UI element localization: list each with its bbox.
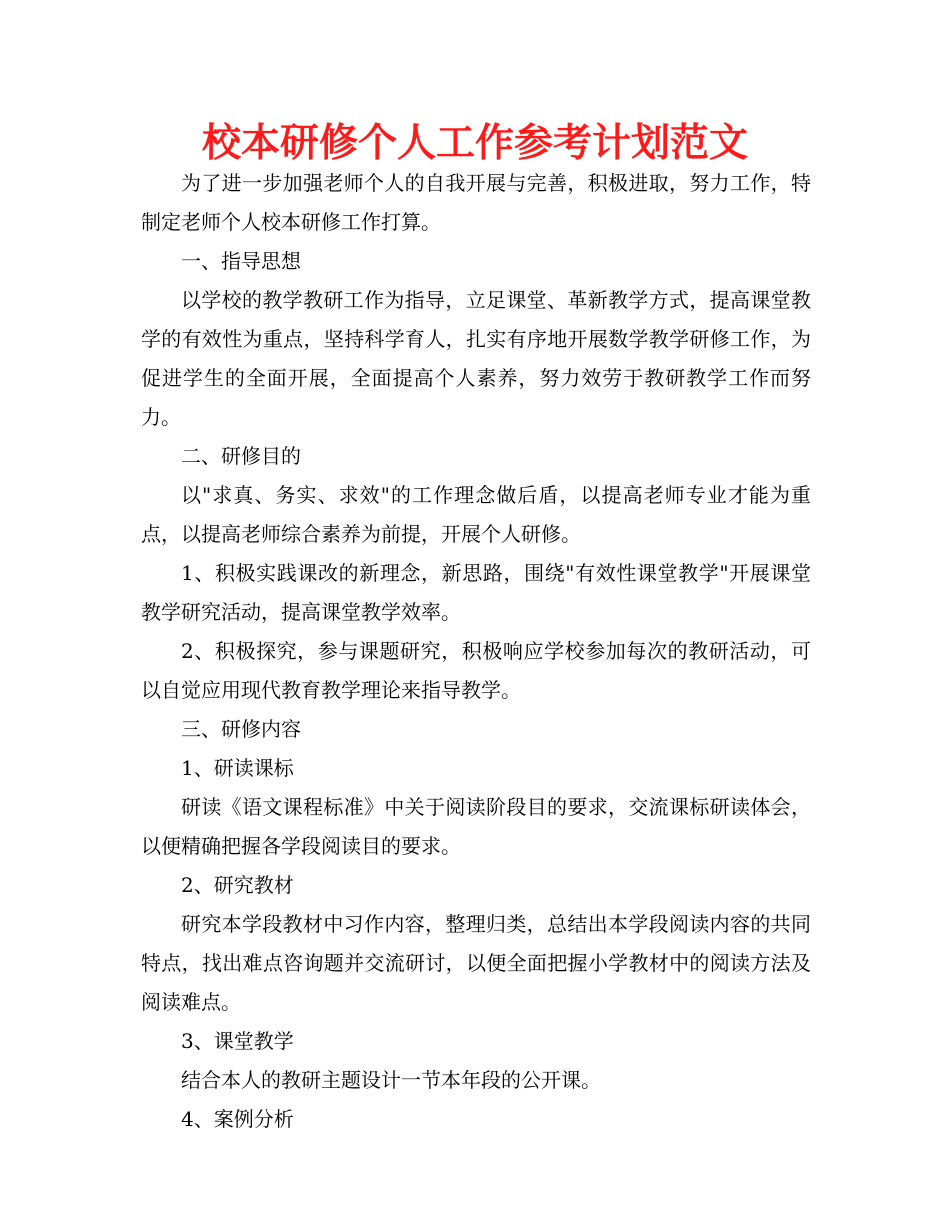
intro-paragraph: 为了进一步加强老师个人的自我开展与完善，积极进取，努力工作，特制定老师个人校本研修工作打算。 xyxy=(141,171,811,234)
study-purpose-paragraph: 以"求真、务实、求效"的工作理念做后盾，以提高老师专业才能为重点，以提高老师综合素养为前提，开展个人研修。 xyxy=(141,483,811,546)
content-paragraph-1: 研读《语文课程标准》中关于阅读阶段目的要求，交流课标研读体会，以便精确把握各学段阅读目的要求。 xyxy=(141,795,811,858)
document-title: 校本研修个人工作参考计划范文 xyxy=(201,121,748,166)
section-heading-study-content: 三、研修内容 xyxy=(181,717,301,741)
guiding-thought-paragraph: 以学校的教学教研工作为指导，立足课堂、革新教学方式，提高课堂教学的有效性为重点，坚持科学育人，扎实有序地开展数学教学研修工作，为促进学生的全面开展，全面提高个人素养，努力效劳于教研教学工作而努力。 xyxy=(141,288,811,429)
purpose-item-1: 1、积极实践课改的新理念，新思路，围绕"有效性课堂教学"开展课堂教学研究活动，提高课堂教学效率。 xyxy=(141,561,811,624)
content-subheading-4: 4、案例分析 xyxy=(181,1107,294,1131)
section-heading-study-purpose: 二、研修目的 xyxy=(181,444,301,468)
content-subheading-2: 2、研究教材 xyxy=(181,873,294,897)
content-subheading-3: 3、课堂教学 xyxy=(181,1029,294,1053)
content-paragraph-3: 结合本人的教研主题设计一节本年段的公开课。 xyxy=(181,1068,601,1092)
purpose-item-2: 2、积极探究，参与课题研究，积极响应学校参加每次的教研活动，可以自觉应用现代教育教学理论来指导教学。 xyxy=(141,639,811,702)
content-subheading-1: 1、研读课标 xyxy=(181,756,294,780)
section-heading-guiding-thought: 一、指导思想 xyxy=(181,249,301,273)
content-paragraph-2: 研究本学段教材中习作内容，整理归类，总结出本学段阅读内容的共同特点，找出难点咨询题并交流研讨，以便全面把握小学教材中的阅读方法及阅读难点。 xyxy=(141,912,811,1014)
document-body xyxy=(141,164,811,1139)
